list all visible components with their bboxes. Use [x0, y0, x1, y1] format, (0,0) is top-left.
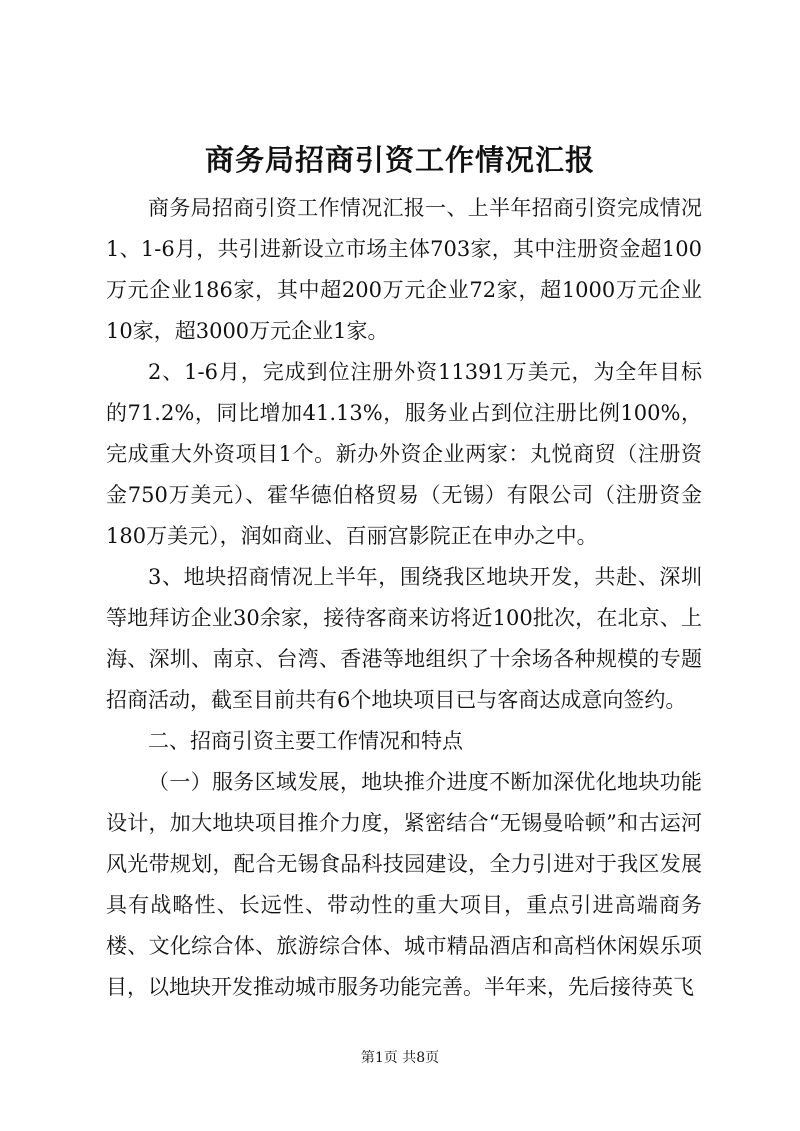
section-heading: 二、招商引资主要工作情况和特点 [148, 729, 463, 753]
page-footer: 第1页 共8页 [360, 1050, 440, 1066]
paragraph: 商务局招商引资工作情况汇报一、上半年招商引资完成情况1、1-6月，共引进新设立市场主体703家，其中注册资金超100万元企业186家，其中超200万元企业72家，超1000万元企业10家，超3000万元企业1家。 [106, 196, 702, 343]
document-title: 商务局招商引资工作情况汇报 [204, 143, 595, 177]
paragraph: 2、1-6月，完成到位注册外资11391万美元，为全年目标的71.2%，同比增加41.13%，服务业占到位注册比例100%，完成重大外资项目1个。新办外资企业两家：丸悦商贸（注册资金750万美元）、霍华德伯格贸易（无锡）有限公司（注册资金180万美元），润如商业、百丽宫影院正在申办之中。 [106, 360, 702, 548]
paragraph: （一）服务区域发展，地块推介进度不断加深优化地块功能设计，加大地块项目推介力度，紧密结合“无锡曼哈顿”和古运河风光带规划，配合无锡食品科技园建设，全力引进对于我区发展具有战略性、长远性、带动性的重大项目，重点引进高端商务楼、文化综合体、旅游综合体、城市精品酒店和高档休闲娱乐项目，以地块开发推动城市服务功能完善。半年来，先后接待英飞 [106, 770, 702, 999]
paragraph: 3、地块招商情况上半年，围绕我区地块开发，共赴、深圳等地拜访企业30余家，接待客商来访将近100批次，在北京、上海、深圳、南京、台湾、香港等地组织了十余场各种规模的专题招商活动，截至目前共有6个地块项目已与客商达成意向签约。 [106, 565, 702, 712]
document-body [106, 188, 702, 1008]
